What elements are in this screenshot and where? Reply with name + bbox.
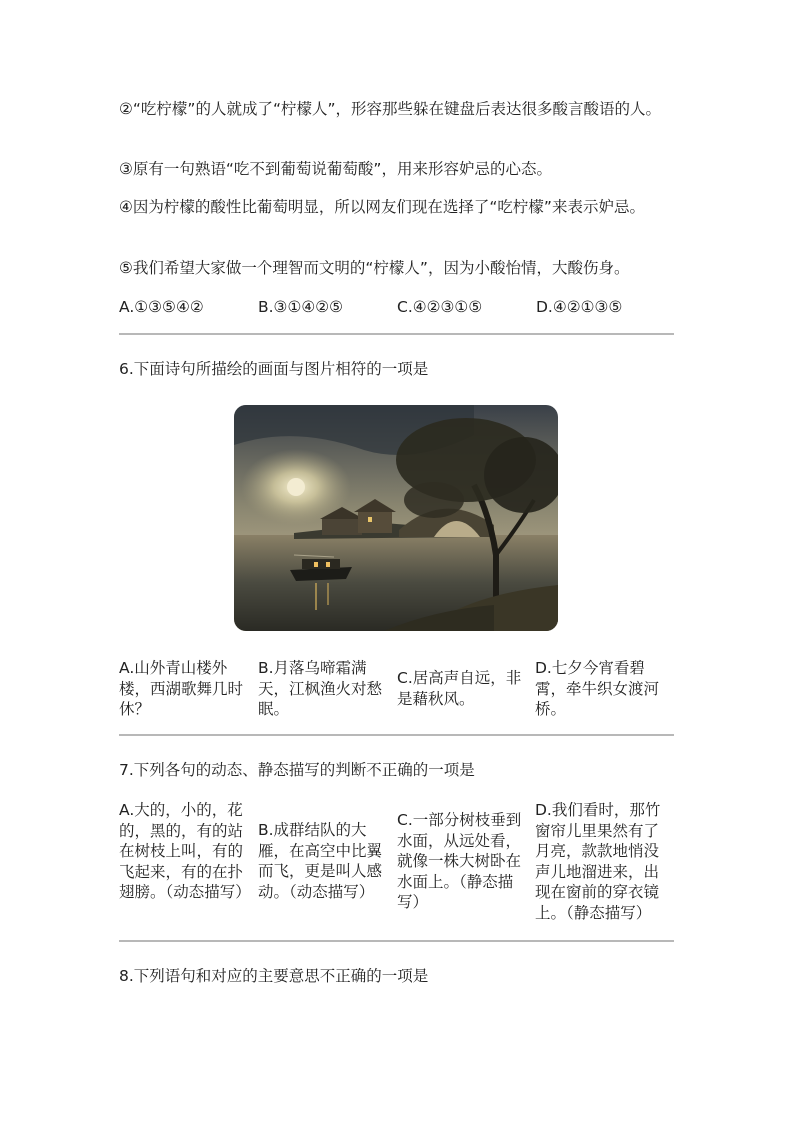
sentence-3: ③原有一句熟语“吃不到葡萄说葡萄酸”，用来形容妒忌的心态。: [119, 160, 552, 178]
q6-option-c[interactable]: C.居高声自远，非是藉秋风。: [397, 669, 522, 708]
divider: [119, 734, 674, 736]
q8-stem: 8.下列语句和对应的主要意思不正确的一项是: [119, 967, 429, 985]
q7-option-c[interactable]: C.一部分树枝垂到水面，从远处看，就像一株大树卧在水面上。（静态描写）: [397, 811, 522, 911]
q7-option-b[interactable]: B.成群结队的大雁，在高空中比翼而飞，更是叫人感动。（动态描写）: [258, 821, 383, 901]
divider: [119, 940, 674, 942]
q5-options: [119, 296, 674, 318]
sentence-5: ⑤我们希望大家做一个理智而文明的“柠檬人”，因为小酸怡情，大酸伤身。: [119, 259, 630, 277]
q7-option-d[interactable]: D.我们看时，那竹窗帘儿里果然有了月亮，款款地悄没声儿地溜进来，出现在窗前的穿衣镜上。（静态描写）: [535, 801, 661, 922]
q6-stem: 6.下面诗句所描绘的画面与图片相符的一项是: [119, 360, 429, 378]
q7-options: [119, 800, 674, 925]
painting-image: [234, 405, 558, 631]
q7-stem: 7.下列各句的动态、静态描写的判断不正确的一项是: [119, 761, 475, 779]
q7-option-a[interactable]: A.大的，小的，花的，黑的，有的站在树枝上叫，有的飞起来，有的在扑翅膀。（动态描写）: [119, 801, 251, 901]
q6-option-d[interactable]: D.七夕今宵看碧霄，牵牛织女渡河桥。: [535, 659, 660, 718]
q5-option-c[interactable]: C.④②③①⑤: [397, 298, 483, 316]
q6-option-a[interactable]: A.山外青山楼外楼，西湖歌舞几时休？: [119, 659, 244, 718]
sentence-2: ②“吃柠檬”的人就成了“柠檬人”，形容那些躲在键盘后表达很多酸言酸语的人。: [119, 100, 662, 118]
q5-option-a[interactable]: A.①③⑤④②: [119, 298, 204, 316]
sentence-4: ④因为柠檬的酸性比葡萄明显，所以网友们现在选择了“吃柠檬”来表示妒忌。: [119, 198, 645, 216]
q6-option-b[interactable]: B.月落乌啼霜满天，江枫渔火对愁眠。: [258, 659, 383, 718]
q5-option-b[interactable]: B.③①④②⑤: [258, 298, 344, 316]
q5-option-d[interactable]: D.④②①③⑤: [536, 298, 623, 316]
divider: [119, 333, 674, 335]
